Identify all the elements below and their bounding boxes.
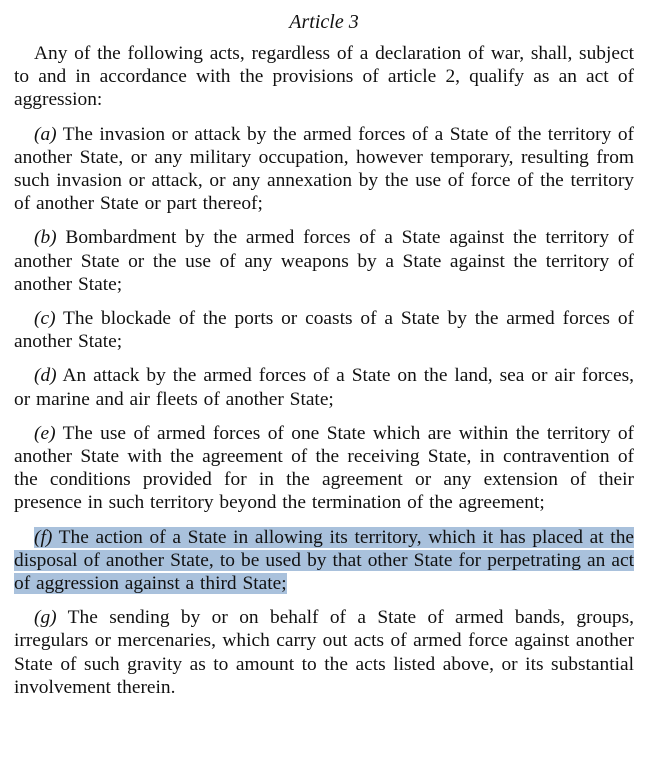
clause-b xyxy=(14,226,634,296)
clause-e-marker: (e) xyxy=(34,422,56,444)
selection-highlight[interactable] xyxy=(14,527,634,594)
clause-d-marker: (d) xyxy=(34,365,57,387)
document-page xyxy=(14,6,634,710)
clause-f-marker: (f) xyxy=(34,526,53,548)
clause-c xyxy=(14,307,634,353)
clause-b-marker: (b) xyxy=(34,227,57,249)
clause-c-marker: (c) xyxy=(34,308,56,330)
clause-g-marker: (g) xyxy=(34,607,57,629)
clause-g-text: The sending by or on behalf of a State of armed bands, groups, irregulars or mercenaries, which carry out acts of armed force against another State of such gravity as to amount to the acts listed above, or its substantial involvement therein. xyxy=(14,607,634,698)
clause-f[interactable] xyxy=(14,526,634,596)
clause-g xyxy=(14,606,634,699)
intro-paragraph: Any of the following acts, regardless of a declaration of war, shall, subject to and in accordance with the provisions of article 2, qualify as an act of aggression: xyxy=(14,43,634,111)
article-title: Article 3 xyxy=(289,11,359,33)
clause-d xyxy=(14,364,634,410)
clause-a xyxy=(14,123,634,216)
clause-a-text: The invasion or attack by the armed forces of a State of the territory of another State, or any military occupation, however temporary, resulting from such invasion or attack, or any annexation by the use of force of the territory of another State or part thereof; xyxy=(14,123,634,215)
clause-c-text: The blockade of the ports or coasts of a State by the armed forces of another State; xyxy=(14,308,634,353)
clause-d-text: An attack by the armed forces of a State on the land, sea or air forces, or marine and air fleets of another State; xyxy=(14,365,634,410)
clause-a-marker: (a) xyxy=(34,123,57,145)
clause-b-text: Bombardment by the armed forces of a State against the territory of another State or the use of any weapons by a State against the territory of another State; xyxy=(14,227,634,295)
clause-f-text: The action of a State in allowing its territory, which it has placed at the disposal of another State, to be used by that other State for perpetrating an act of aggression against a third State; xyxy=(14,526,634,595)
clause-e xyxy=(14,422,634,515)
clause-e-text: The use of armed forces of one State which are within the territory of another State with the agreement of the receiving State, in contravention of the conditions provided for in the agreement or any extension of their presence in such territory beyond the termination of the agreement; xyxy=(14,422,634,514)
